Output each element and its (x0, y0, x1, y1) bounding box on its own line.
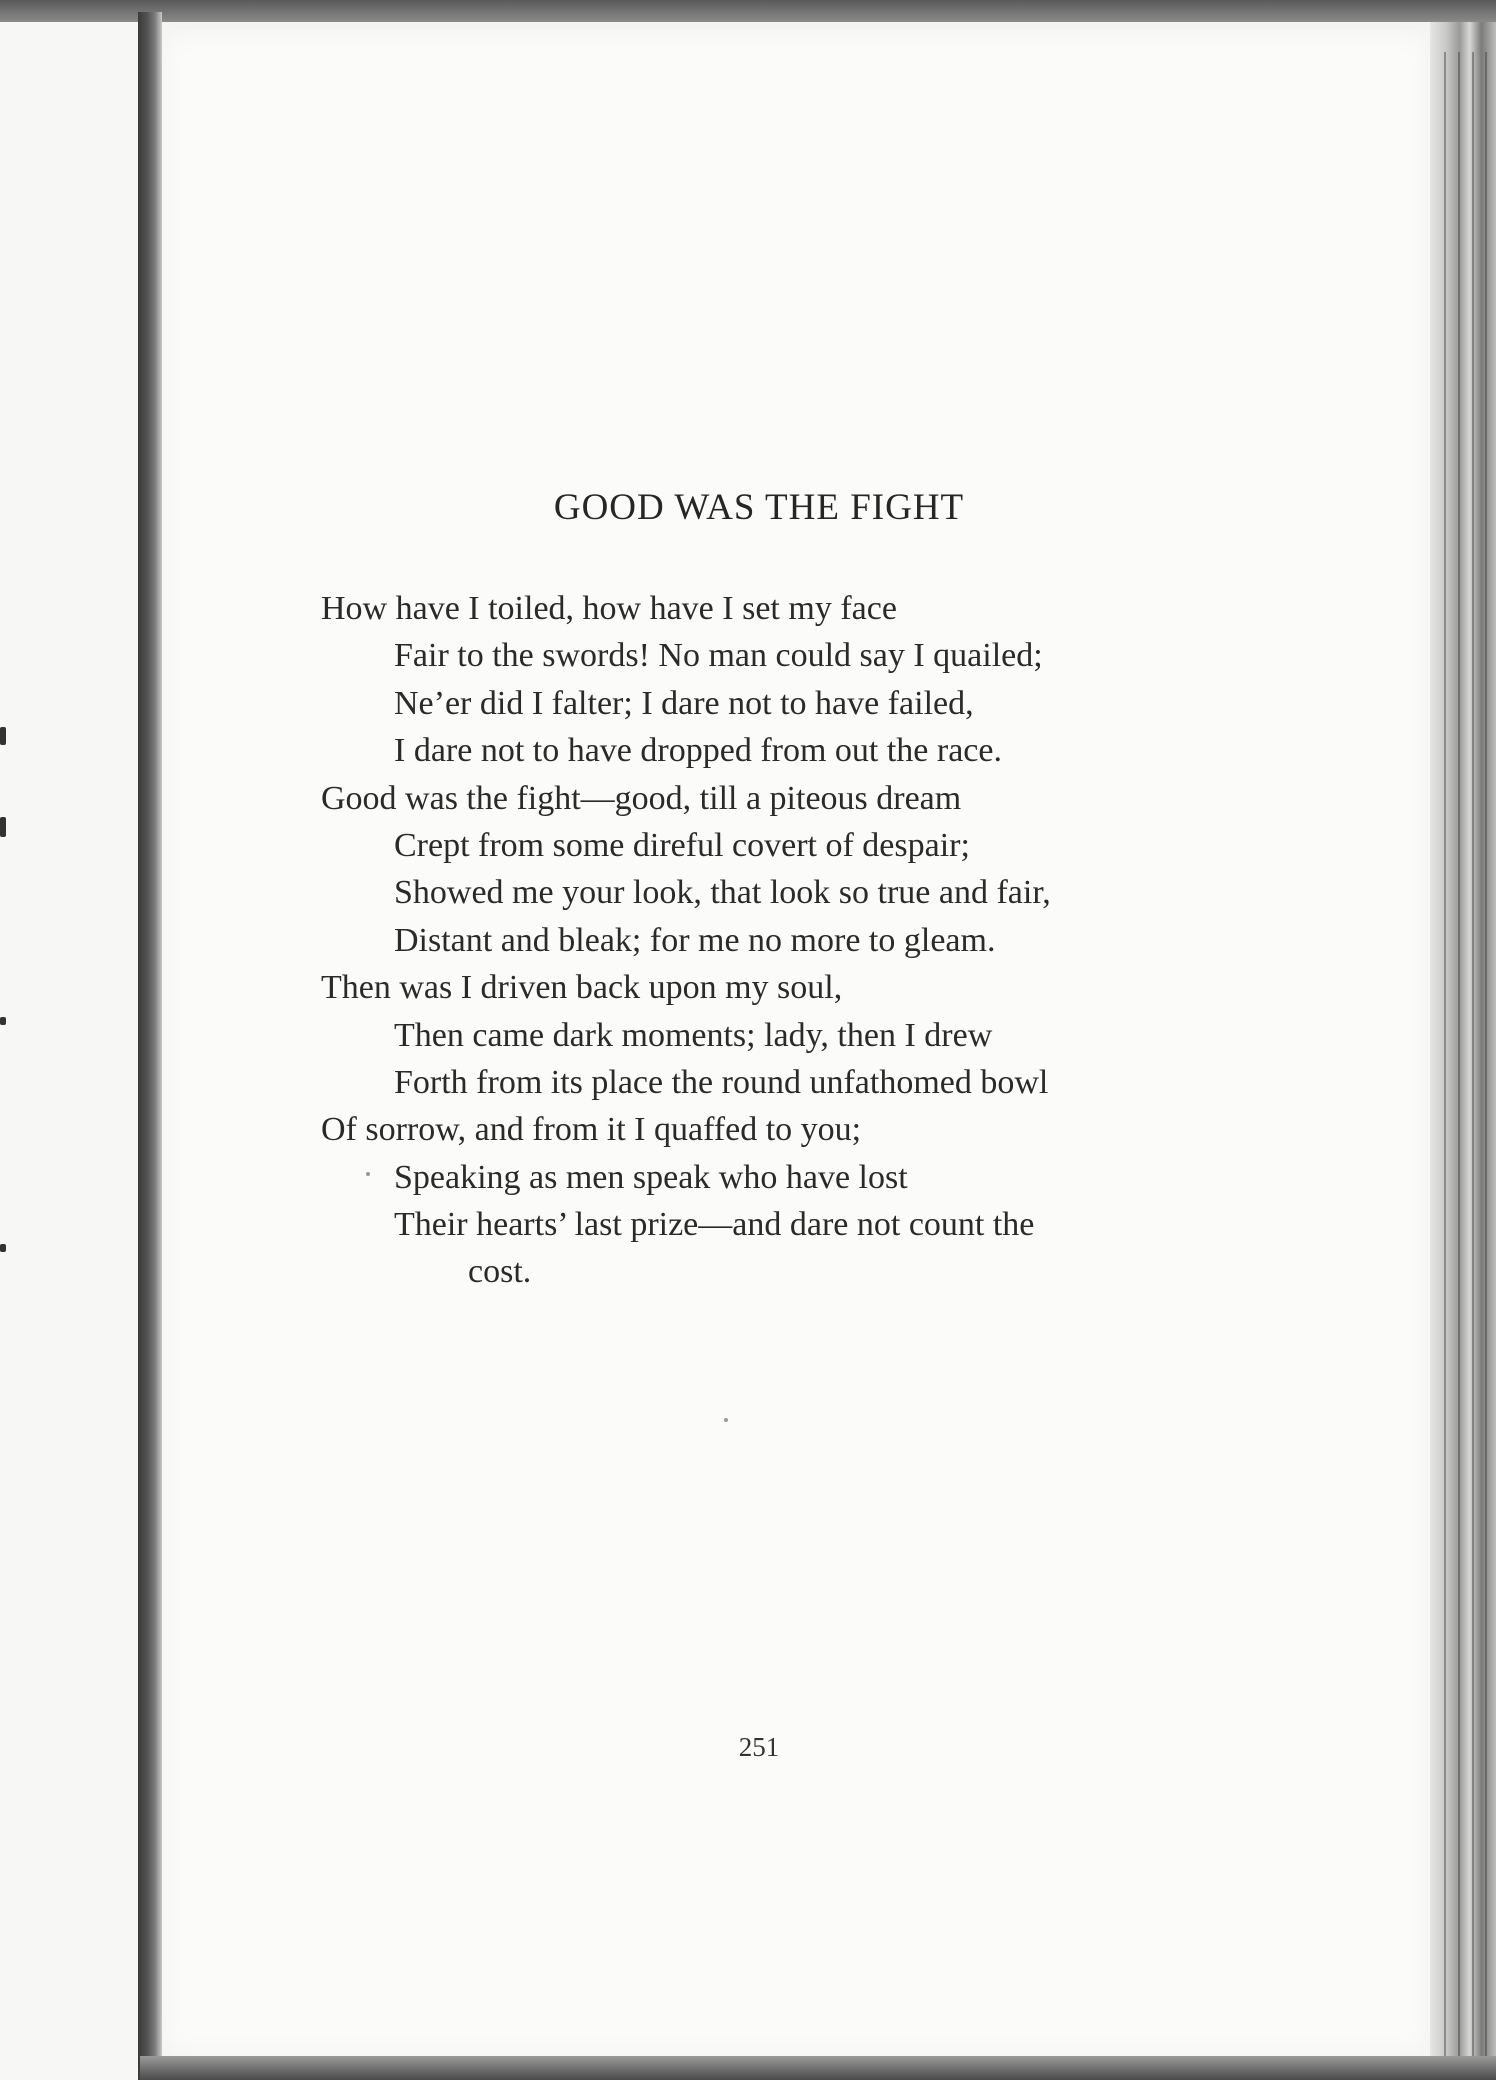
paper-speck (724, 1418, 728, 1422)
scan-bottom-border (140, 2056, 1496, 2080)
facing-page-mark (0, 1244, 6, 1252)
page-edge-line (1485, 52, 1487, 2072)
poem-line: Then came dark moments; lady, then I drew (394, 1016, 993, 1054)
poem-title: GOOD WAS THE FIGHT (553, 487, 965, 528)
paper-speck (366, 1172, 370, 1176)
poem-line: Good was the fight—good, till a piteous dream (321, 779, 962, 817)
page-edge-line (1472, 52, 1474, 2072)
poem-line: Fair to the swords! No man could say I quailed; (394, 637, 1043, 675)
poem-line: Crept from some direful covert of despair; (394, 826, 970, 864)
poem-line: Their hearts’ last prize—and dare not count the (394, 1206, 1035, 1244)
poem-line: Of sorrow, and from it I quaffed to you; (321, 1111, 862, 1149)
facing-page-mark (0, 817, 6, 837)
book-fore-edge (1430, 22, 1496, 2080)
poem-line: Then was I driven back upon my soul, (321, 969, 843, 1007)
poem-line: How have I toiled, how have I set my face (321, 590, 897, 627)
page-edge-line (1444, 52, 1446, 2072)
page-edge-line (1458, 52, 1460, 2072)
poem-line: Showed me your look, that look so true and fair, (394, 874, 1051, 912)
poem-line: Ne’er did I falter; I dare not to have failed, (394, 684, 974, 722)
facing-page-edge (0, 22, 140, 2080)
poem-line: I dare not to have dropped from out the race. (394, 732, 1002, 770)
poem-line: Distant and bleak; for me no more to gleam. (394, 921, 996, 959)
facing-page-mark (0, 1017, 6, 1025)
poem-line: cost. (468, 1253, 532, 1291)
poem-body (321, 585, 1321, 1296)
poem-line: Forth from its place the round unfathomed bowl (394, 1063, 1049, 1101)
poem-line: Speaking as men speak who have lost (394, 1158, 908, 1196)
page-number: 251 (738, 1732, 780, 1762)
gutter-shadow (138, 12, 162, 2080)
scan-top-border (0, 0, 1496, 22)
facing-page-mark (0, 727, 6, 745)
